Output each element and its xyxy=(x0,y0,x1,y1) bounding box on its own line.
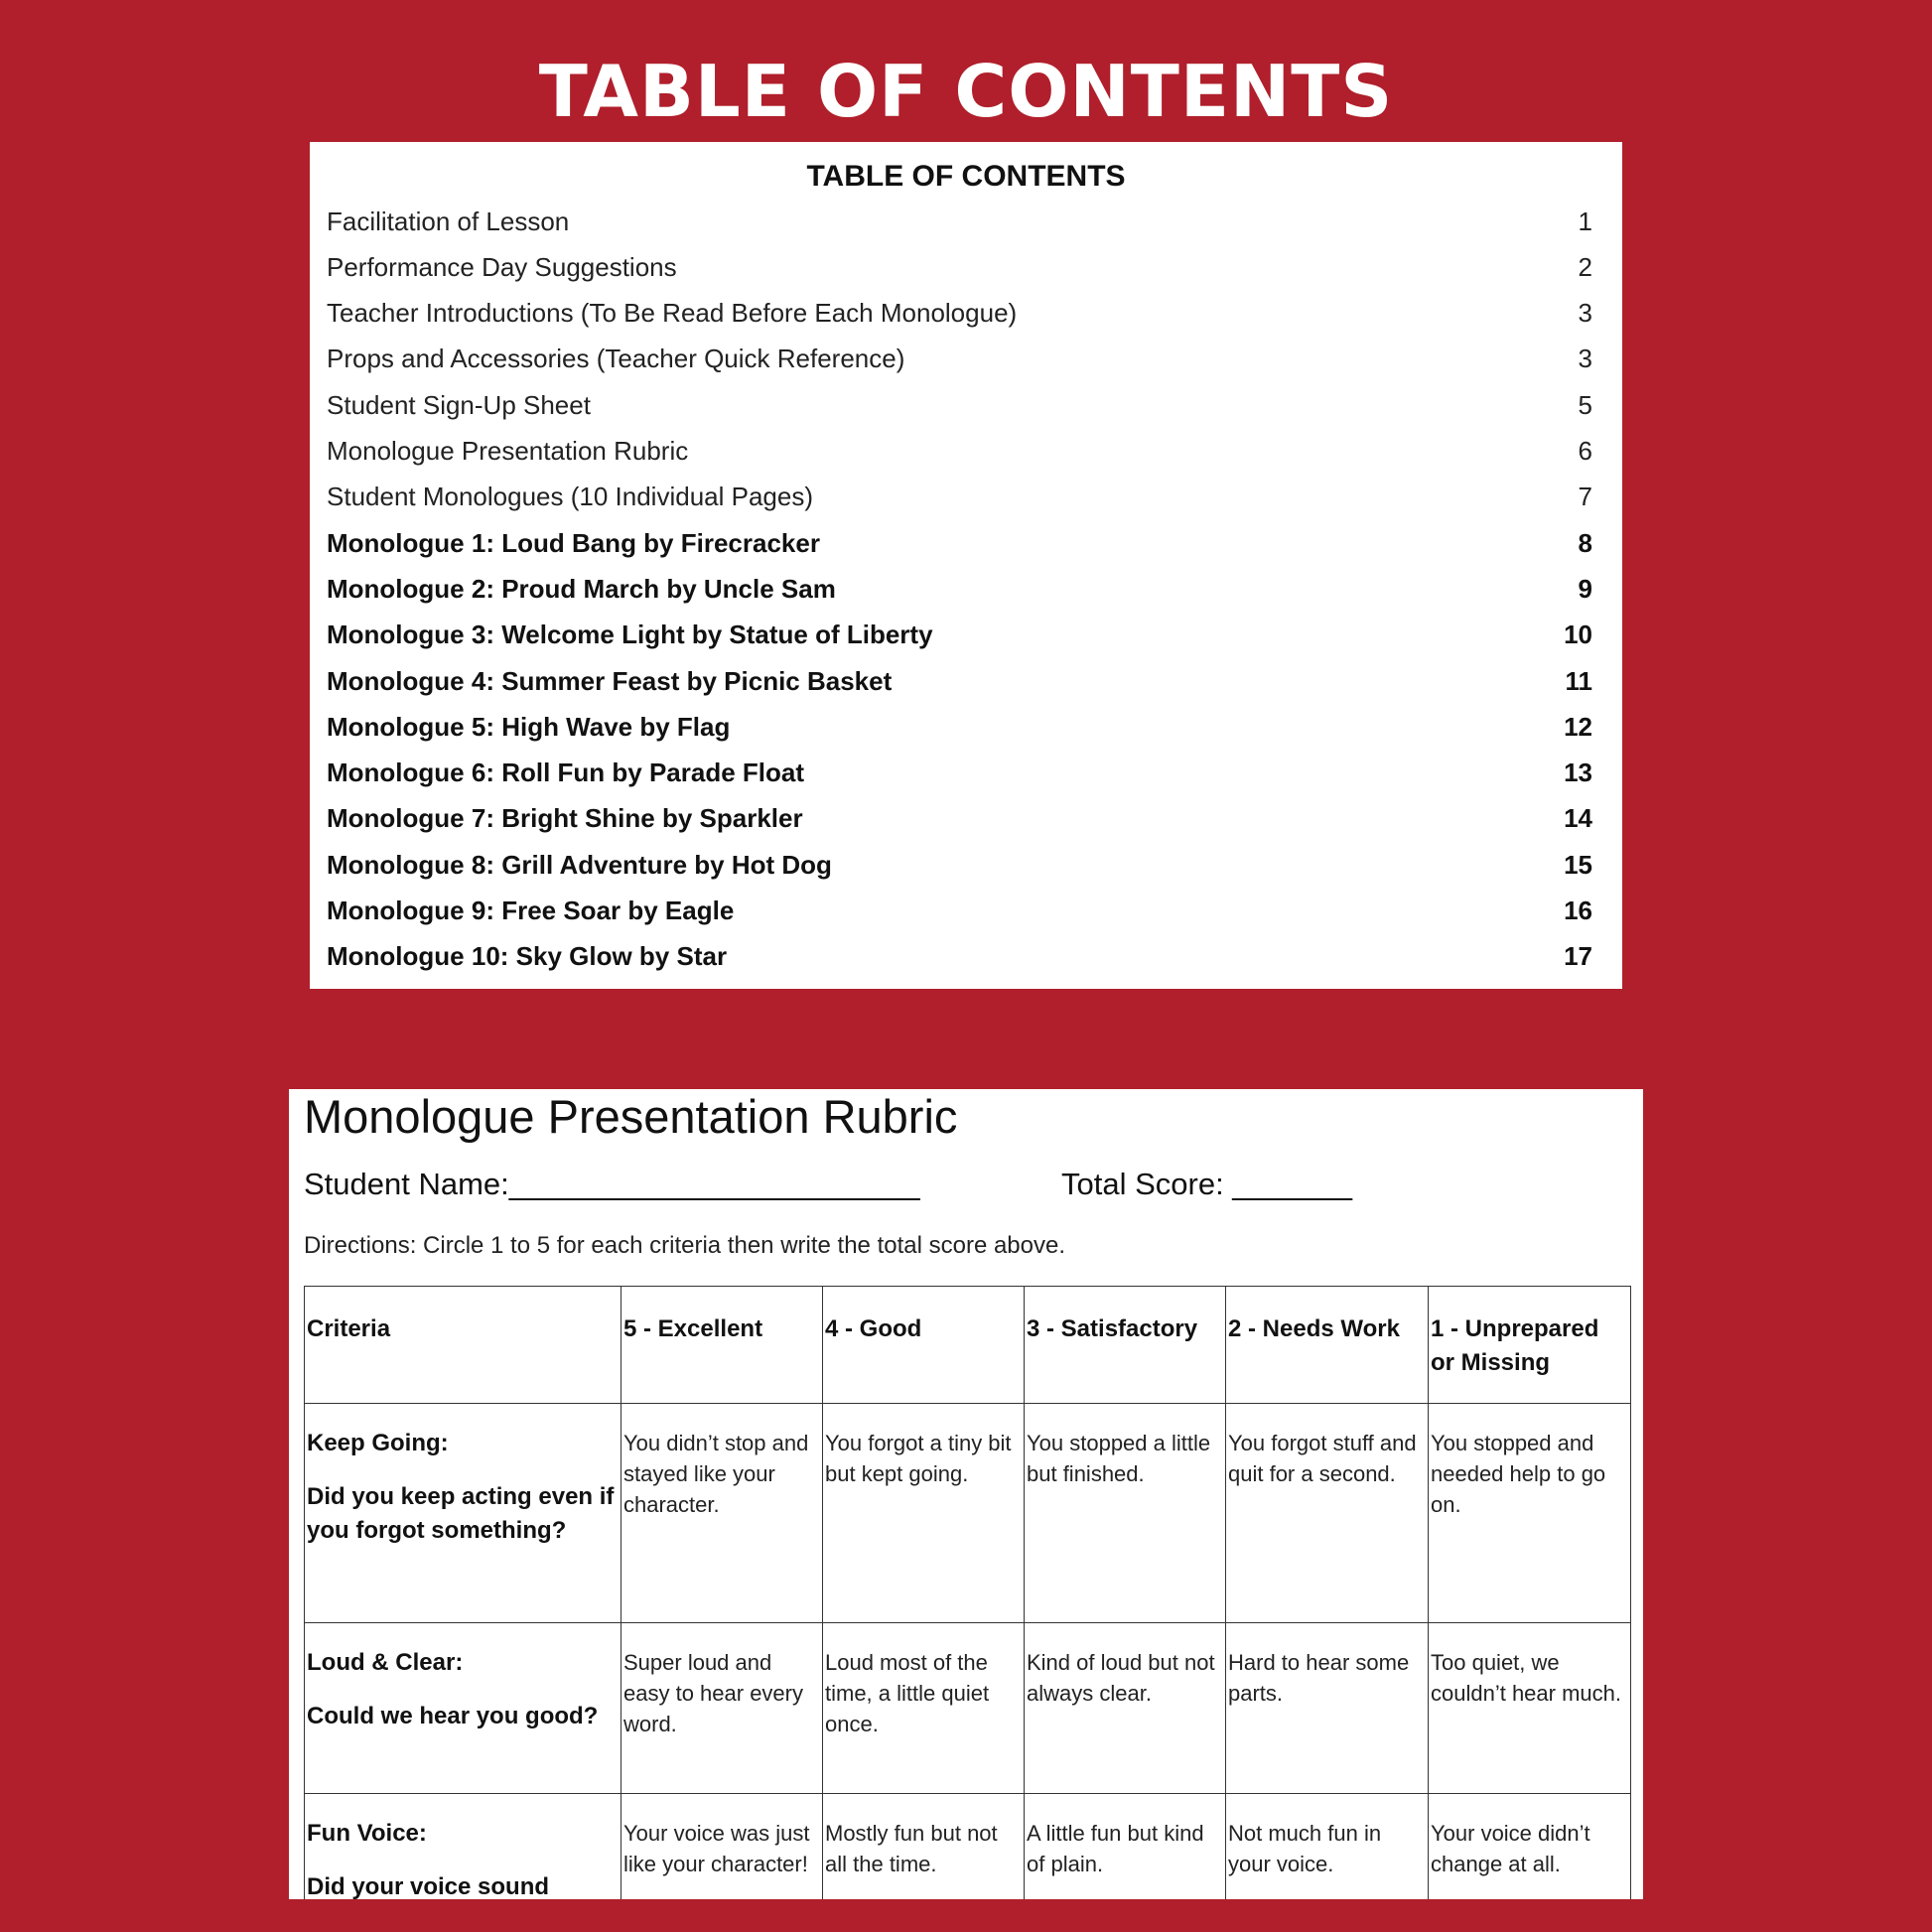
rubric-cell: Your voice was just like your character! xyxy=(621,1794,823,1900)
toc-entry xyxy=(327,799,1592,839)
rubric-title: Monologue Presentation Rubric xyxy=(304,1090,958,1143)
toc-entry-page-number: 15 xyxy=(1564,849,1592,880)
toc-entry-page-number: 3 xyxy=(1578,344,1592,374)
rubric-cell: You stopped a little but finished. xyxy=(1025,1404,1226,1623)
rubric-cell: Super loud and easy to hear every word. xyxy=(621,1623,823,1794)
toc-entry-page-number: 10 xyxy=(1564,620,1592,650)
toc-entry-page-number: 2 xyxy=(1578,251,1592,282)
toc-entry-label: Monologue 9: Free Soar by Eagle xyxy=(327,896,735,925)
criteria-cell xyxy=(305,1623,621,1794)
toc-entry-page-number: 11 xyxy=(1565,665,1592,696)
toc-entry xyxy=(327,754,1592,793)
toc-entry xyxy=(327,523,1592,563)
toc-entry-page-number: 14 xyxy=(1564,803,1592,834)
rubric-cell: A little fun but kind of plain. xyxy=(1025,1794,1226,1900)
toc-entry xyxy=(327,707,1592,747)
criteria-question: Did your voice sound xyxy=(307,1873,550,1899)
toc-entry xyxy=(327,385,1592,425)
rubric-cell: You forgot stuff and quit for a second. xyxy=(1226,1404,1429,1623)
toc-entry-label: Monologue 7: Bright Shine by Sparkler xyxy=(327,803,803,834)
table-row xyxy=(305,1623,1631,1794)
criteria-question: Did you keep acting even if you forgot something? xyxy=(307,1483,615,1544)
header-needs-work: 2 - Needs Work xyxy=(1226,1287,1429,1404)
rubric-cell: You stopped and needed help to go on. xyxy=(1429,1404,1631,1623)
criteria-title: Loud & Clear: xyxy=(307,1649,464,1676)
table-row xyxy=(305,1794,1631,1900)
toc-entry xyxy=(327,340,1592,379)
toc-entry-page-number: 12 xyxy=(1564,711,1592,742)
rubric-cell: Too quiet, we couldn’t hear much. xyxy=(1429,1623,1631,1794)
toc-entry-page-number: 1 xyxy=(1578,206,1592,236)
toc-entry xyxy=(327,569,1592,609)
toc-entry-page-number: 17 xyxy=(1564,941,1592,972)
toc-entry-label: Monologue 2: Proud March by Uncle Sam xyxy=(327,573,836,604)
toc-entry-label: Teacher Introductions (To Be Read Before Each Monologue) xyxy=(327,298,1018,329)
header-unprepared: 1 - Unprepared or Missing xyxy=(1429,1287,1631,1404)
toc-entry xyxy=(327,247,1592,287)
toc-entry-label: Monologue Presentation Rubric xyxy=(327,436,689,466)
toc-entry-label: Monologue 10: Sky Glow by Star xyxy=(327,941,728,972)
header-good: 4 - Good xyxy=(823,1287,1025,1404)
toc-entry-label: Facilitation of Lesson xyxy=(327,206,570,236)
toc-entry-page-number: 6 xyxy=(1578,436,1592,466)
toc-entry xyxy=(327,478,1592,517)
total-score-field: Total Score: _______ xyxy=(1061,1167,1352,1201)
rubric-header-row xyxy=(305,1287,1631,1404)
toc-entry-label: Student Sign-Up Sheet xyxy=(327,389,591,420)
header-satisfactory: 3 - Satisfactory xyxy=(1025,1287,1226,1404)
header-excellent: 5 - Excellent xyxy=(621,1287,823,1404)
student-name-field: Student Name:________________________ xyxy=(304,1167,920,1201)
toc-entry-label: Monologue 1: Loud Bang by Firecracker xyxy=(327,527,820,558)
toc-entry-label: Monologue 6: Roll Fun by Parade Float xyxy=(327,758,805,788)
rubric-cell: Kind of loud but not always clear. xyxy=(1025,1623,1226,1794)
rubric-cell: You didn’t stop and stayed like your character. xyxy=(621,1404,823,1623)
toc-entry-label: Performance Day Suggestions xyxy=(327,251,677,282)
toc-entry-page-number: 3 xyxy=(1578,298,1592,329)
criteria-title: Fun Voice: xyxy=(307,1820,427,1847)
toc-entry-label: Monologue 8: Grill Adventure by Hot Dog xyxy=(327,849,832,880)
toc-entry-page-number: 16 xyxy=(1564,896,1592,925)
rubric-cell: Mostly fun but not all the time. xyxy=(823,1794,1025,1900)
toc-entry-page-number: 7 xyxy=(1578,482,1592,512)
table-row xyxy=(305,1404,1631,1623)
toc-entry xyxy=(327,892,1592,931)
toc-entry xyxy=(327,937,1592,977)
rubric-directions: Directions: Circle 1 to 5 for each criteria then write the total score above. xyxy=(304,1232,1066,1259)
rubric-cell: Your voice didn’t change at all. xyxy=(1429,1794,1631,1900)
rubric-cell: Hard to hear some parts. xyxy=(1226,1623,1429,1794)
toc-entry-page-number: 13 xyxy=(1564,758,1592,788)
criteria-cell xyxy=(305,1404,621,1623)
toc-entry-label: Student Monologues (10 Individual Pages) xyxy=(327,482,813,512)
toc-entry-label: Props and Accessories (Teacher Quick Reference) xyxy=(327,344,905,374)
toc-entry-page-number: 5 xyxy=(1578,389,1592,420)
toc-entry xyxy=(327,661,1592,701)
toc-entry-page-number: 9 xyxy=(1578,573,1592,604)
rubric-page xyxy=(289,1089,1643,1899)
banner-title: TABLE OF CONTENTS xyxy=(538,50,1394,133)
toc-entry xyxy=(327,432,1592,472)
toc-entry-page-number: 8 xyxy=(1578,527,1592,558)
toc-entry xyxy=(327,616,1592,655)
rubric-table xyxy=(304,1286,1631,1899)
rubric-cell: Not much fun in your voice. xyxy=(1226,1794,1429,1900)
toc-entry-label: Monologue 3: Welcome Light by Statue of Liberty xyxy=(327,620,933,650)
criteria-question: Could we hear you good? xyxy=(307,1703,599,1729)
toc-entry xyxy=(327,202,1592,241)
toc-entry-label: Monologue 5: High Wave by Flag xyxy=(327,711,731,742)
criteria-cell xyxy=(305,1794,621,1900)
toc-entry-label: Monologue 4: Summer Feast by Picnic Basket xyxy=(327,665,893,696)
criteria-title: Keep Going: xyxy=(307,1430,449,1456)
rubric-cell: You forgot a tiny bit but kept going. xyxy=(823,1404,1025,1623)
toc-heading: TABLE OF CONTENTS xyxy=(806,160,1126,193)
table-of-contents-page xyxy=(310,142,1622,989)
toc-entry xyxy=(327,294,1592,334)
toc-entry xyxy=(327,845,1592,885)
rubric-cell: Loud most of the time, a little quiet once. xyxy=(823,1623,1025,1794)
header-criteria: Criteria xyxy=(305,1287,621,1404)
